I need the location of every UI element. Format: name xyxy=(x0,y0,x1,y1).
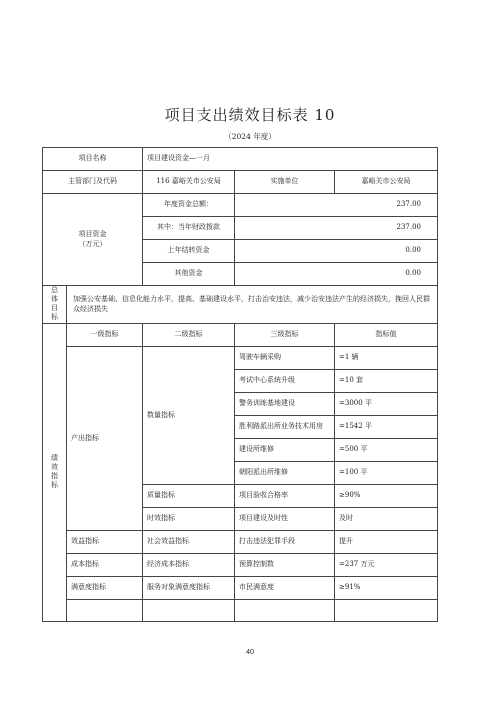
indicator-value: 及时 xyxy=(335,508,438,531)
funds-row-value: 237.00 xyxy=(235,194,438,217)
project-name-value: 项目建设资金—一月 xyxy=(143,148,438,171)
indicator-value: =500 平 xyxy=(335,439,438,462)
indicator-name: 打击违法犯罪手段 xyxy=(235,531,335,554)
indicator-value: =1 辆 xyxy=(335,347,438,370)
indicator-value: =100 平 xyxy=(335,462,438,485)
indicator-row xyxy=(43,554,438,577)
overall-goal-text: 加强公安基础、信息化能力水平，提高、基础建设水平，打击治安违法，减少治安违法产生的经济损失，挽回人民群众经济损失 xyxy=(67,286,438,324)
blank-cell xyxy=(67,600,143,622)
indicator-value: =237 万元 xyxy=(335,554,438,577)
impl-label: 实施单位 xyxy=(235,171,335,194)
economic-cost-label: 经济成本指标 xyxy=(143,554,235,577)
benefit-indicator-label: 效益指标 xyxy=(67,531,143,554)
indicator-name: 考试中心系统升级 xyxy=(235,370,335,393)
blank-cell xyxy=(235,600,335,622)
header-level2: 二级指标 xyxy=(143,324,235,347)
funds-row-label: 年度资金总额： xyxy=(143,194,235,217)
indicator-value: ≥91% xyxy=(335,577,438,600)
header-level1: 一级指标 xyxy=(67,324,143,347)
indicator-value: =3000 平 xyxy=(335,393,438,416)
funds-row-value: 0.00 xyxy=(235,240,438,263)
impl-value: 嘉峪关市公安局 xyxy=(335,171,438,194)
funds-row xyxy=(43,194,438,217)
page-number: 40 xyxy=(246,649,254,656)
social-benefit-label: 社会效益指标 xyxy=(143,531,235,554)
funds-row-value: 237.00 xyxy=(235,217,438,240)
funds-row-label: 其他资金 xyxy=(143,263,235,286)
dept-label: 主管部门及代码 xyxy=(43,171,143,194)
blank-cell xyxy=(335,600,438,622)
funds-row-value: 0.00 xyxy=(235,263,438,286)
performance-indicator-label: 绩效指标 xyxy=(43,324,67,622)
indicator-row xyxy=(43,531,438,554)
project-name-label: 项目名称 xyxy=(43,148,143,171)
overall-goal-row xyxy=(43,286,438,324)
indicator-value: =10 套 xyxy=(335,370,438,393)
indicator-name: 警务训练基地建设 xyxy=(235,393,335,416)
indicator-value: 提升 xyxy=(335,531,438,554)
header-level3: 三级指标 xyxy=(235,324,335,347)
satisfaction-indicator-label: 满意度指标 xyxy=(67,577,143,600)
indicator-value: ≥90% xyxy=(335,485,438,508)
dept-value: 116 嘉峪关市公安局 xyxy=(143,171,235,194)
funds-label: 项目资金 xyxy=(78,230,107,239)
quality-indicator-label: 质量指标 xyxy=(143,485,235,508)
cost-indicator-label: 成本指标 xyxy=(67,554,143,577)
indicator-name: 预算控制数 xyxy=(235,554,335,577)
header-value: 指标值 xyxy=(335,324,438,347)
fiscal-year: （2024 年度） xyxy=(224,132,276,141)
indicator-header-row xyxy=(43,324,438,347)
indicator-name: 胜利路派出所业务技术用房 xyxy=(235,416,335,439)
department-row xyxy=(43,171,438,194)
indicator-name: 建设所维修 xyxy=(235,439,335,462)
blank-row xyxy=(43,600,438,622)
funds-row-label: 其中：当年财政拨款 xyxy=(143,217,235,240)
indicator-name: 市民满意度 xyxy=(235,577,335,600)
blank-cell xyxy=(143,600,235,622)
performance-target-table xyxy=(42,147,438,622)
output-indicator-label: 产出指标 xyxy=(67,347,143,531)
funds-label-cell xyxy=(43,194,143,286)
indicator-name: 项目建设及时性 xyxy=(235,508,335,531)
page-title: 项目支出绩效目标表 10 xyxy=(164,106,336,124)
indicator-name: 朝阳派出所维修 xyxy=(235,462,335,485)
indicator-row xyxy=(43,347,438,370)
timeliness-indicator-label: 时效指标 xyxy=(143,508,235,531)
indicator-value: =1542 平 xyxy=(335,416,438,439)
quantity-indicator-label: 数量指标 xyxy=(143,347,235,485)
service-satisfaction-label: 服务对象满意度指标 xyxy=(143,577,235,600)
indicator-name: 项目验收合格率 xyxy=(235,485,335,508)
funds-unit: （万元） xyxy=(78,239,107,248)
indicator-name: 驾驶车辆采购 xyxy=(235,347,335,370)
project-name-row xyxy=(43,148,438,171)
indicator-row xyxy=(43,577,438,600)
overall-goal-label: 总体目标 xyxy=(43,286,67,324)
funds-row-label: 上年结转资金 xyxy=(143,240,235,263)
